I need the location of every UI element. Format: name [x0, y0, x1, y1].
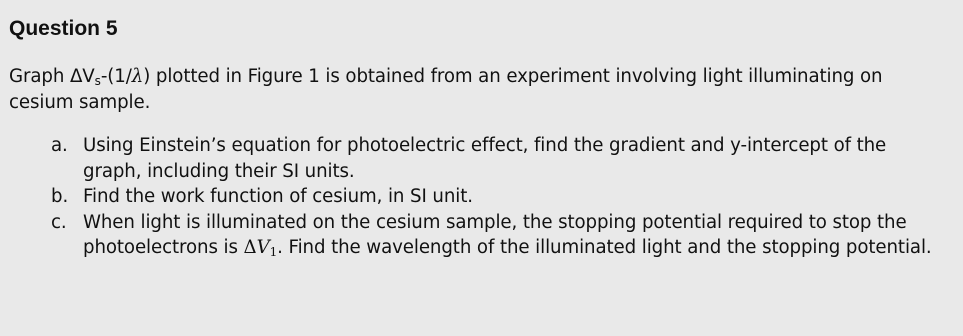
- question-part-a: [9, 133, 951, 184]
- part-c-text-pre: When light is illuminated on the cesium sample, the stopping potential required to stop the photoelectrons is: [83, 211, 907, 258]
- delta-symbol: Δ: [243, 237, 257, 258]
- question-part-b: [9, 184, 951, 210]
- question-parts-list: [9, 133, 951, 261]
- question-title: Question 5: [9, 17, 118, 40]
- part-marker: a.: [51, 135, 68, 156]
- part-text: Using Einstein’s equation for photoelectric effect, find the gradient and y-intercept of the graph, including their SI units.: [83, 135, 887, 182]
- intro-subscript: s: [94, 74, 101, 88]
- intro-text-mid: -(1/: [100, 66, 132, 87]
- lambda-symbol: λ: [131, 66, 144, 87]
- part-marker: b.: [51, 186, 69, 207]
- question-intro: [9, 64, 951, 116]
- part-c-text-post: . Find the wavelength of the illuminated light and the stopping potential.: [277, 237, 932, 258]
- variable-subscript: 1: [269, 245, 278, 259]
- question-part-c: [9, 210, 951, 261]
- intro-text-pre: Graph ΔV: [9, 66, 95, 87]
- variable-v: V: [256, 237, 270, 258]
- part-marker: c.: [51, 211, 67, 233]
- part-text: Find the work function of cesium, in SI unit.: [83, 186, 473, 207]
- part-text: [83, 210, 951, 261]
- intro-text-post: ) plotted in Figure 1 is obtained from an experiment involving light illuminating on cesium sample.: [9, 66, 883, 113]
